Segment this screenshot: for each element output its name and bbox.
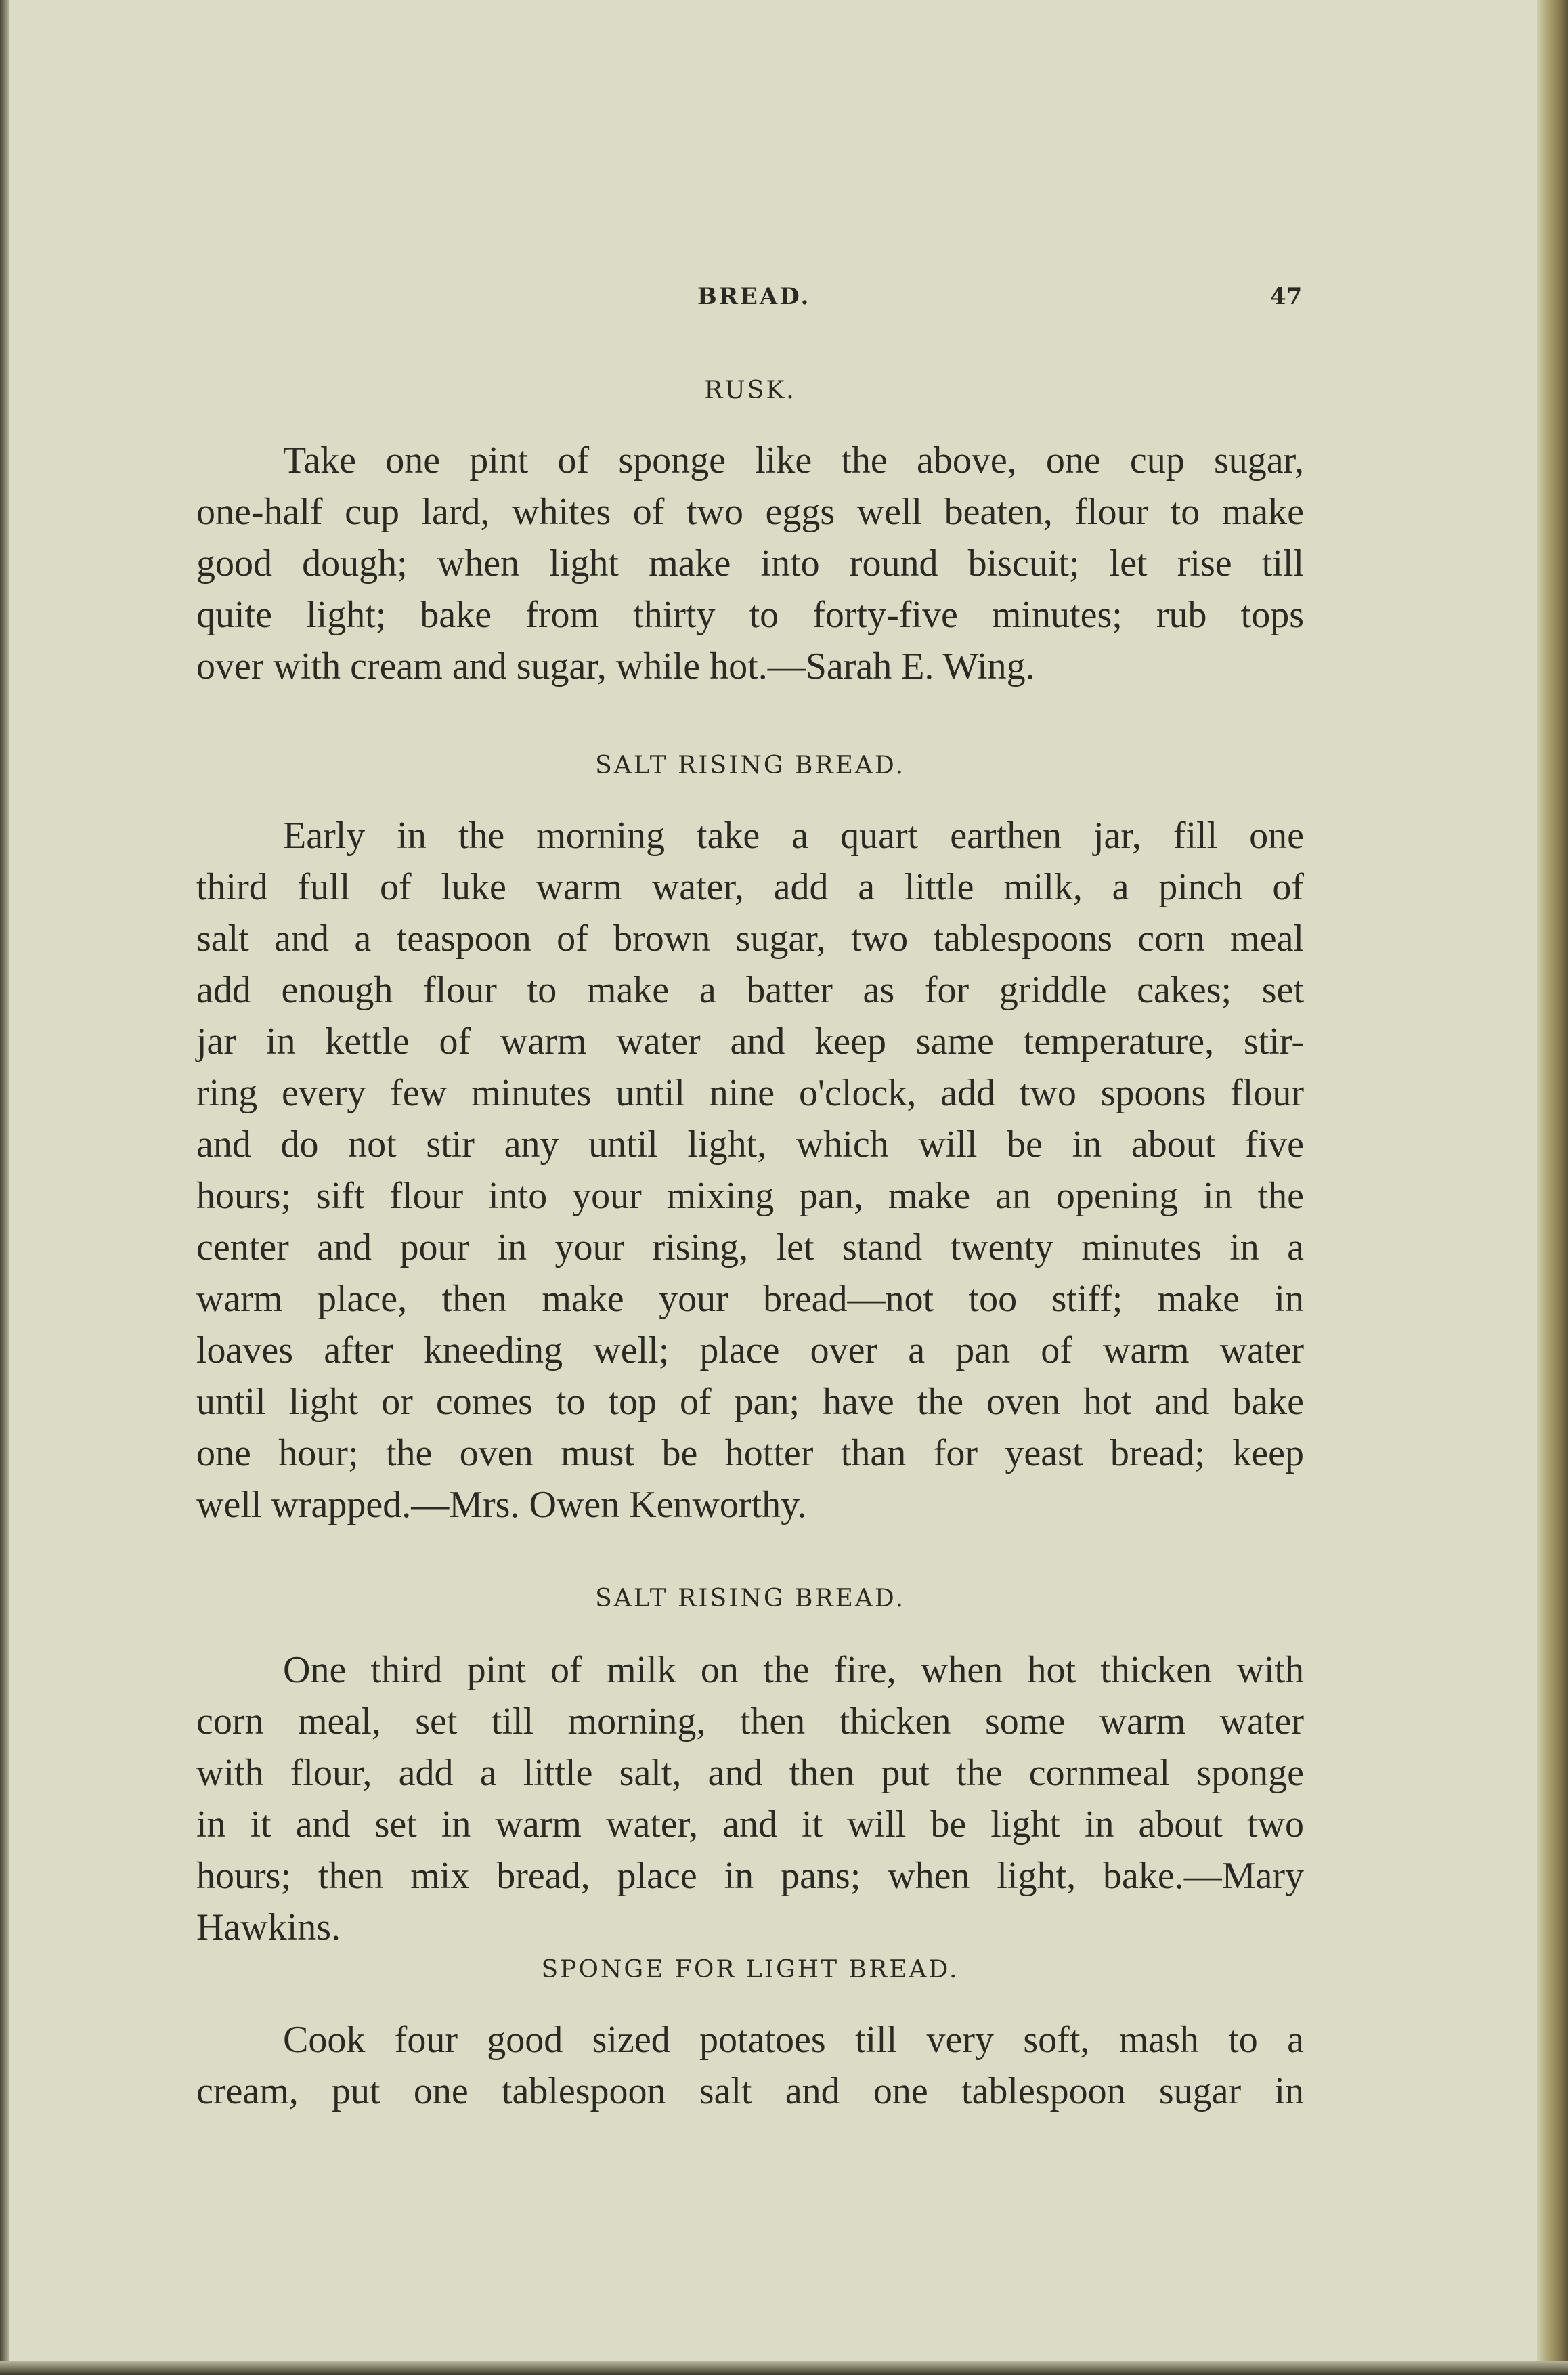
text-line: one hour; the oven must be hotter than for yeast bread; keep (196, 1432, 1304, 1474)
text-line: warm place, then make your bread—not too stiff; make in (196, 1278, 1304, 1320)
text-line: and do not stir any until light, which will be in about five (196, 1124, 1304, 1165)
text-line: Hawkins. (196, 1906, 341, 1948)
text-line: over with cream and sugar, while hot.—Sarah E. Wing. (196, 645, 1035, 687)
page-gutter-edge (0, 0, 9, 2375)
text-line: in it and set in warm water, and it will be light in about two (196, 1803, 1304, 1845)
text-line: Early in the morning take a quart earthen jar, fill one (283, 815, 1304, 857)
text-line: until light or comes to top of pan; have the oven hot and bake (196, 1381, 1304, 1423)
page-fore-edge (1537, 0, 1568, 2375)
text-line: add enough flour to make a batter as for griddle cakes; set (196, 969, 1304, 1011)
text-line: center and pour in your rising, let stand twenty minutes in a (196, 1226, 1304, 1268)
text-line: Cook four good sized potatoes till very soft, mash to a (283, 2019, 1304, 2061)
text-line: corn meal, set till morning, then thicken some warm water (196, 1700, 1304, 1742)
text-line: one-half cup lard, whites of two eggs well beaten, flour to make (196, 491, 1304, 533)
recipe-body-sponge-for-light-bread (196, 2014, 1304, 2117)
recipe-body-salt-rising-bread-2 (196, 1644, 1304, 1953)
text-line: loaves after kneeding well; place over a pan of warm water (196, 1329, 1304, 1371)
text-line: jar in kettle of warm water and keep same temperature, stir- (196, 1021, 1304, 1063)
text-line: One third pint of milk on the fire, when hot thicken with (283, 1649, 1304, 1691)
text-line: salt and a teaspoon of brown sugar, two tablespoons corn meal (196, 918, 1304, 960)
recipe-title-rusk: RUSK. (704, 377, 796, 404)
text-line: ring every few minutes until nine o'clock, add two spoons flour (196, 1072, 1304, 1114)
text-line: cream, put one tablespoon salt and one tablespoon sugar in (196, 2070, 1304, 2112)
recipe-title-salt-rising-bread-2: SALT RISING BREAD. (595, 1585, 905, 1612)
text-line: third full of luke warm water, add a little milk, a pinch of (196, 866, 1304, 908)
text-line: well wrapped.—Mrs. Owen Kenworthy. (196, 1484, 807, 1526)
text-line: with flour, add a little salt, and then put the cornmeal sponge (196, 1752, 1304, 1794)
recipe-body-salt-rising-bread-1 (196, 810, 1304, 1531)
recipe-title-salt-rising-bread-1: SALT RISING BREAD. (595, 752, 905, 779)
text-line: hours; sift flour into your mixing pan, make an opening in the (196, 1175, 1304, 1217)
text-line: good dough; when light make into round biscuit; let rise till (196, 542, 1304, 584)
text-line: quite light; bake from thirty to forty-five minutes; rub tops (196, 594, 1304, 636)
recipe-title-sponge-for-light-bread: SPONGE FOR LIGHT BREAD. (541, 1956, 959, 1984)
page-bottom-edge (0, 2361, 1568, 2375)
running-head: BREAD. (697, 283, 811, 310)
page-number: 47 (1270, 283, 1303, 310)
text-line: hours; then mix bread, place in pans; when light, bake.—Mary (196, 1855, 1304, 1897)
text-line: Take one pint of sponge like the above, one cup sugar, (283, 440, 1304, 482)
recipe-body-rusk (196, 435, 1304, 692)
